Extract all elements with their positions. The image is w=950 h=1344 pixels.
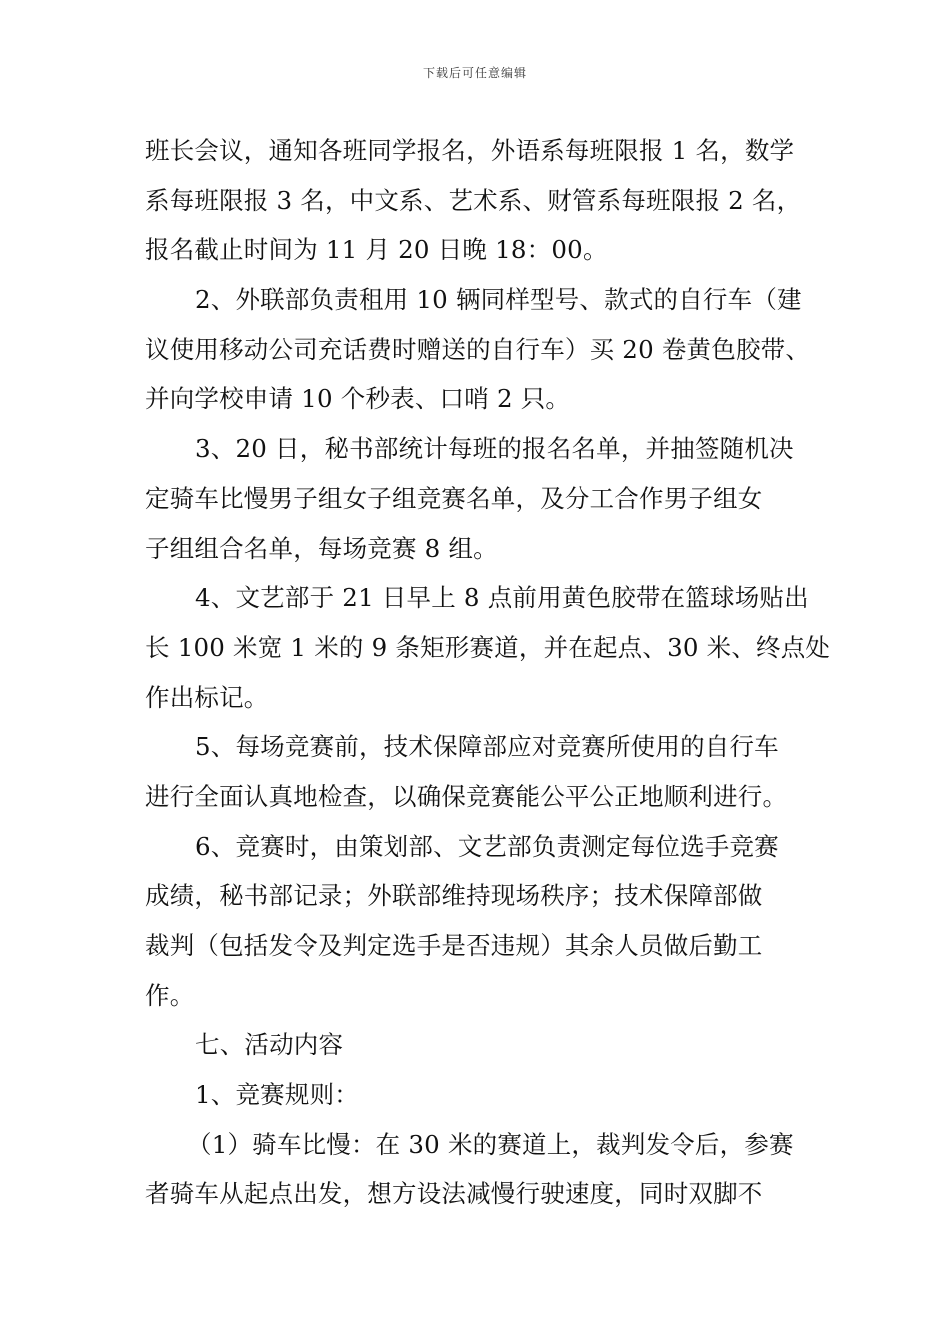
text-line: 班长会议，通知各班同学报名，外语系每班限报 1 名，数学 xyxy=(145,136,795,165)
subsection-heading: 1、竞赛规则： xyxy=(195,1080,359,1110)
page-header: 下载后可任意编辑 xyxy=(422,66,527,80)
paragraph-4-start: 4、文艺部于 21 日早上 8 点前用黄色胶带在篮球场贴出 xyxy=(195,583,809,613)
text-line: 者骑车从起点出发，想方设法减慢行驶速度，同时双脚不 xyxy=(145,1179,763,1209)
text-line: 并向学校申请 10 个秒表、口哨 2 只。 xyxy=(145,384,571,414)
text-line: 长 100 米宽 1 米的 9 条矩形赛道，并在起点、30 米、终点处 xyxy=(145,632,831,662)
text-line: 进行全面认真地检查，以确保竞赛能公平公正地顺利进行。 xyxy=(145,781,788,811)
text-line: 裁判（包括发令及判定选手是否违规）其余人员做后勤工 xyxy=(145,931,763,960)
text-line: 成绩，秘书部记录；外联部维持现场秩序；技术保障部做 xyxy=(145,881,763,911)
paragraph-3-start: 3、20 日，秘书部统计每班的报名名单，并抽签随机决 xyxy=(195,434,794,464)
text-line: 作。 xyxy=(145,980,195,1010)
section-heading: 七、活动内容 xyxy=(195,1030,344,1060)
text-line: 报名截止时间为 11 月 20 日晚 18：00。 xyxy=(145,235,608,265)
paragraph-5-start: 5、每场竞赛前，技术保障部应对竞赛所使用的自行车 xyxy=(195,732,779,762)
text-line: 定骑车比慢男子组女子组竞赛名单，及分工合作男子组女 xyxy=(145,483,763,513)
document-body xyxy=(145,126,831,1219)
text-line: 议使用移动公司充话费时赠送的自行车）买 20 卷黄色胶带、 xyxy=(145,334,811,364)
paragraph-2-start: 2、外联部负责租用 10 辆同样型号、款式的自行车（建 xyxy=(195,285,802,315)
text-line: 作出标记。 xyxy=(145,682,269,712)
text-line: 子组组合名单，每场竞赛 8 组。 xyxy=(145,533,498,563)
paragraph-6-start: 6、竞赛时，由策划部、文艺部负责测定每位选手竞赛 xyxy=(195,831,779,861)
text-line: 系每班限报 3 名，中文系、艺术系、财管系每班限报 2 名， xyxy=(145,185,802,215)
rule-1-start: （1）骑车比慢：在 30 米的赛道上，裁判发令后，参赛 xyxy=(187,1129,794,1159)
